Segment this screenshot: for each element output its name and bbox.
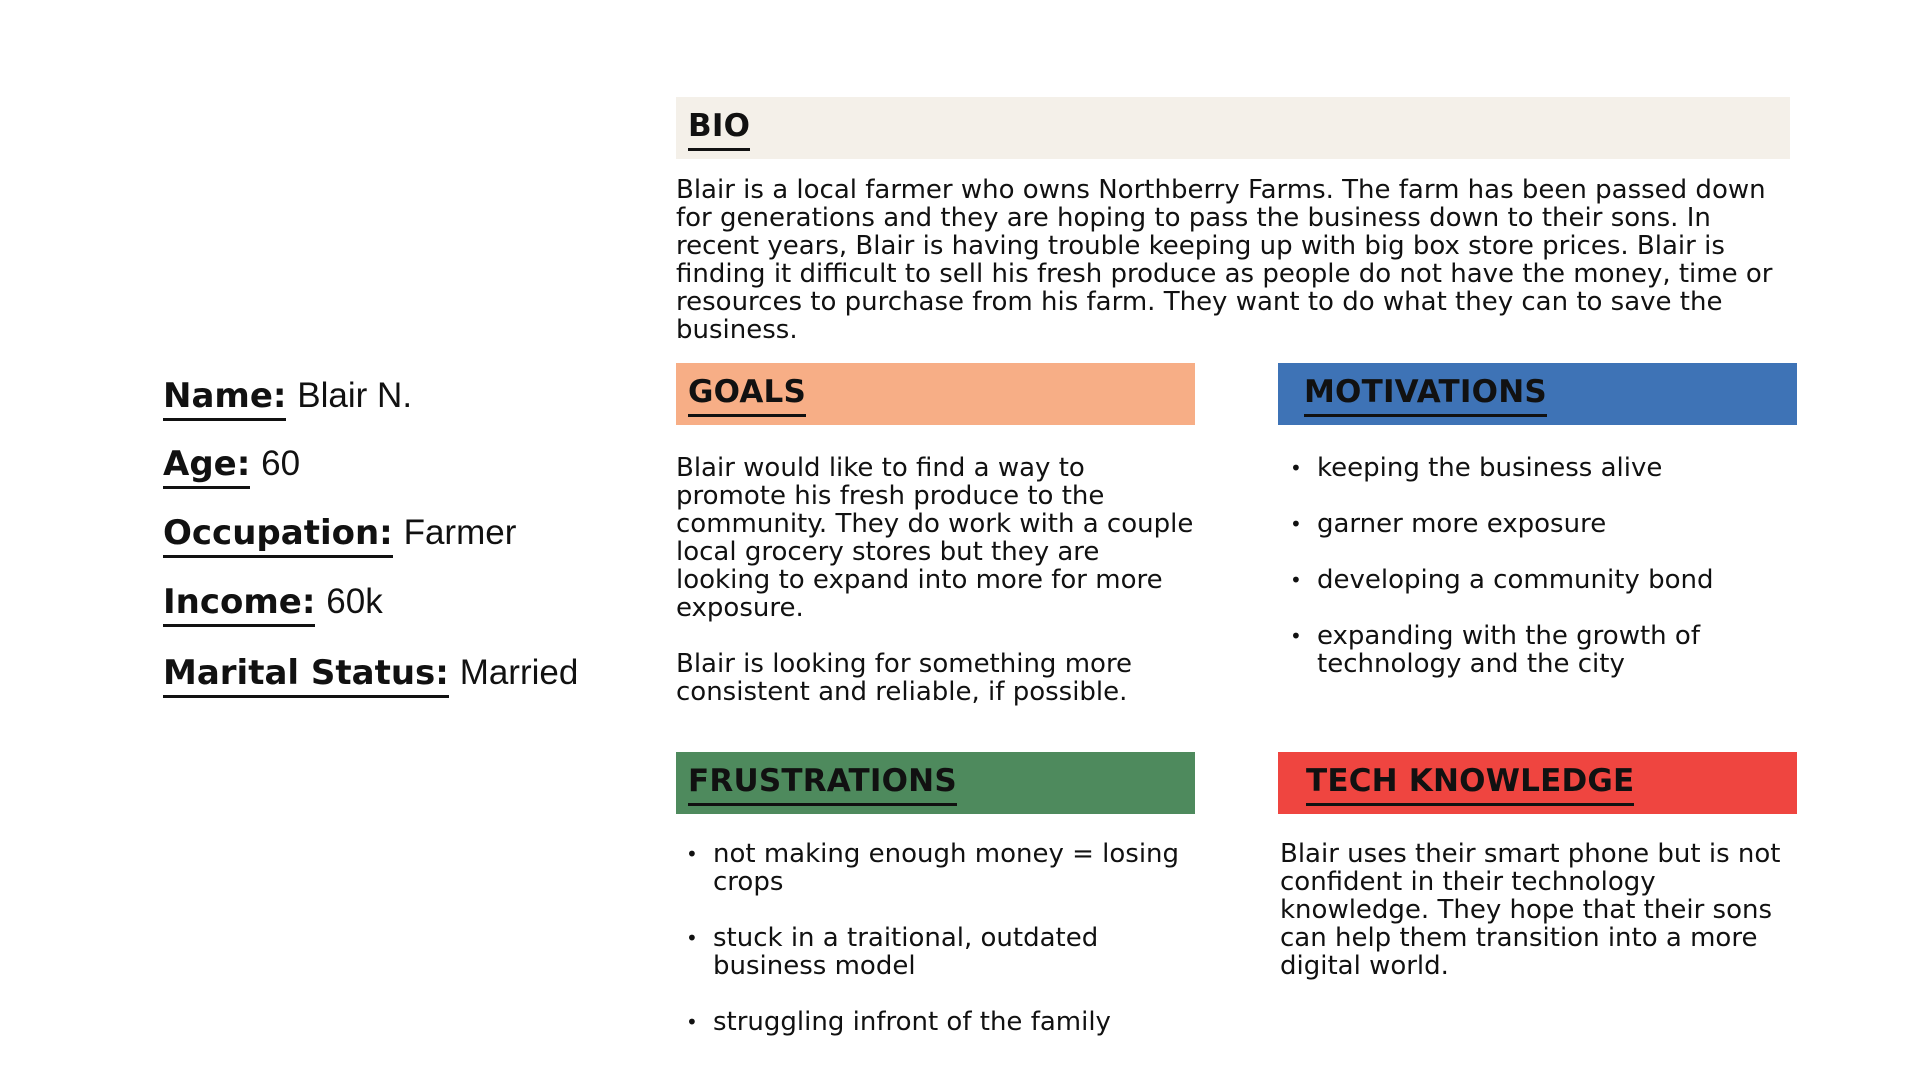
profile-marital-status-value: Married	[459, 653, 579, 692]
list-item: • expanding with the growth of technology and the city	[1290, 622, 1760, 678]
profile-occupation-value: Farmer	[403, 513, 517, 552]
profile-name-value: Blair N.	[297, 376, 413, 415]
profile-name-row	[163, 378, 412, 421]
list-item: • garner more exposure	[1290, 510, 1760, 538]
goals-header	[676, 363, 1195, 425]
tech-knowledge-header	[1278, 752, 1797, 814]
frustrations-title: FRUSTRATIONS	[688, 766, 957, 806]
goals-paragraph: Blair is looking for something more consistent and reliable, if possible.	[676, 649, 1133, 707]
list-item: • keeping the business alive	[1290, 454, 1760, 482]
profile-income-row	[163, 584, 383, 627]
profile-age-value: 60	[261, 444, 301, 483]
profile-income-value: 60k	[326, 582, 383, 621]
profile-marital-status-label: Marital Status:	[163, 656, 449, 698]
goals-paragraph: Blair would like to find a way to promote his fresh produce to the community. They do work with a couple local grocery stores but they are looking to expand into more for more exposure.	[676, 453, 1194, 623]
profile-age-label: Age:	[163, 447, 250, 489]
profile-age-row	[163, 446, 300, 489]
motivations-list	[1290, 454, 1760, 678]
profile-income-label: Income:	[163, 585, 315, 627]
profile-occupation-label: Occupation:	[163, 516, 393, 558]
tech-knowledge-text: Blair uses their smart phone but is not confident in their technology knowledge. They hope that their sons can help them transition into a more digital world.	[1280, 839, 1781, 981]
list-item: • not making enough money = losing crops	[686, 840, 1186, 896]
frustrations-header	[676, 752, 1195, 814]
profile-occupation-row	[163, 515, 516, 558]
bio-text: Blair is a local farmer who owns Northberry Farms. The farm has been passed down for generations and they are hoping to pass the business down to their sons. In recent years, Blair is having trouble keeping up with big box store prices. Blair is finding it difficult to sell his fresh produce as people do not have the money, time or resources to purchase from his farm. They want to do what they can to save the business.	[676, 175, 1773, 345]
bio-title: BIO	[688, 111, 750, 151]
profile-marital-status-row	[163, 655, 578, 698]
frustrations-list	[686, 840, 1186, 1036]
tech-knowledge-title: TECH KNOWLEDGE	[1306, 766, 1634, 806]
list-item: • struggling infront of the family	[686, 1008, 1186, 1036]
bio-header	[676, 97, 1790, 159]
profile-name-label: Name:	[163, 379, 286, 421]
goals-title: GOALS	[688, 377, 806, 417]
goals-copy	[676, 454, 1195, 706]
list-item: • developing a community bond	[1290, 566, 1760, 594]
motivations-title: MOTIVATIONS	[1304, 377, 1547, 417]
motivations-header	[1278, 363, 1797, 425]
list-item: • stuck in a traitional, outdated business model	[686, 924, 1186, 980]
